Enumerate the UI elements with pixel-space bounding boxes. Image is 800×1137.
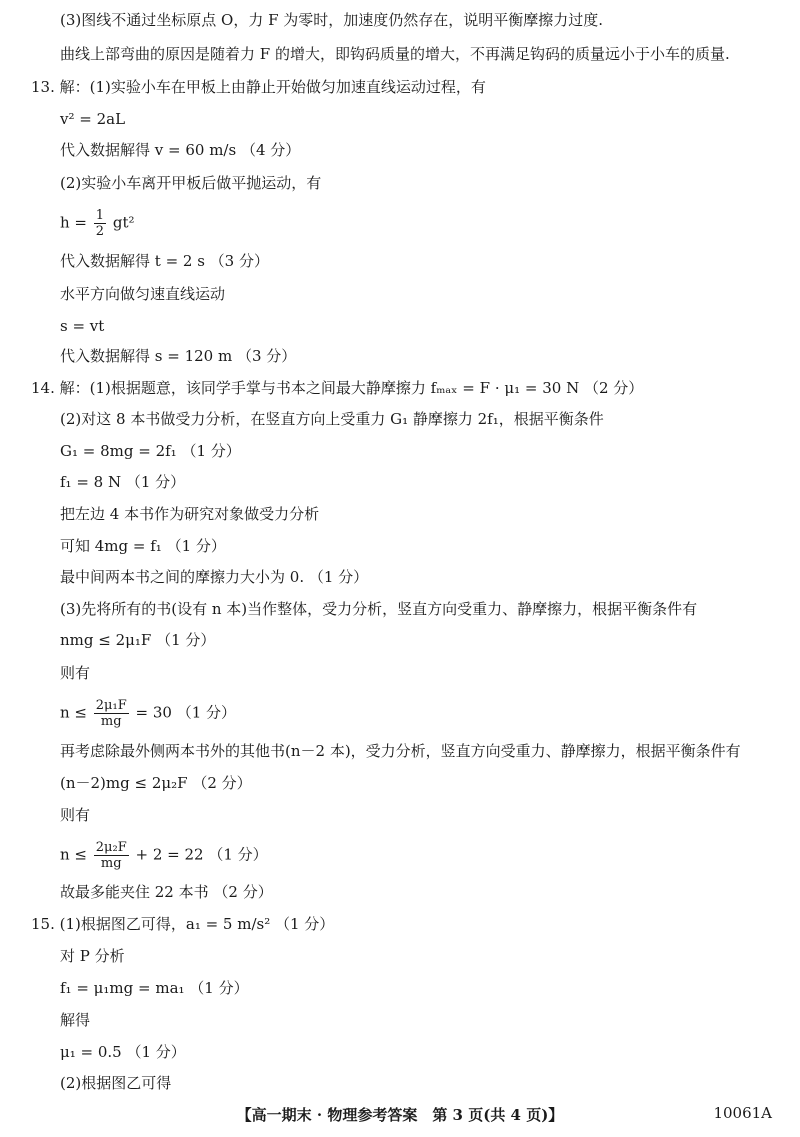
text-line: 解得 — [60, 1011, 91, 1029]
formula-line — [60, 840, 268, 871]
text-line: (2)实验小车离开甲板后做平抛运动，有 — [60, 174, 322, 192]
page-footer-code: 10061A — [713, 1104, 772, 1122]
fraction-numerator: 2μ₁F — [95, 698, 127, 713]
fraction — [94, 208, 106, 239]
formula-line — [60, 208, 135, 239]
text-line: 代入数据解得 v = 60 m/s （4 分） — [60, 141, 301, 159]
formula-line — [60, 698, 236, 729]
text-line: 代入数据解得 t = 2 s （3 分） — [60, 252, 269, 270]
formula-line: G₁ = 8mg = 2f₁ （1 分） — [60, 442, 241, 460]
page-footer-title: 【高一期末 · 物理参考答案 第 3 页(共 4 页)】 — [236, 1106, 564, 1124]
text-line: 故最多能夹住 22 本书 （2 分） — [60, 883, 273, 901]
fraction-denominator: 2 — [95, 224, 105, 239]
question-15-heading: 15. (1)根据图乙可得，a₁ = 5 m/s² （1 分） — [31, 915, 335, 933]
formula-part: n ≤ — [60, 703, 87, 722]
formula-part: n ≤ — [60, 845, 87, 864]
text-line: (3)先将所有的书(设有 n 本)当作整体，受力分析，竖直方向受重力、静摩擦力，根据平衡条件有 — [60, 600, 698, 618]
fraction-denominator: mg — [100, 714, 122, 729]
formula-line: f₁ = 8 N （1 分） — [60, 473, 186, 491]
text-line: (2)根据图乙可得 — [60, 1074, 172, 1092]
question-13-heading: 13. 解：(1)实验小车在甲板上由静止开始做匀加速直线运动过程，有 — [31, 78, 486, 96]
text-line: 把左边 4 本书作为研究对象做受力分析 — [60, 505, 320, 523]
fraction-denominator: mg — [100, 856, 122, 871]
text-line: 则有 — [60, 806, 91, 824]
text-line: (2)对这 8 本书做受力分析，在竖直方向上受重力 G₁ 静摩擦力 2f₁，根据平衡条件 — [60, 410, 604, 428]
fraction-numerator: 1 — [95, 208, 105, 223]
text-line: 最中间两本书之间的摩擦力大小为 0. （1 分） — [60, 568, 369, 586]
text-line: 则有 — [60, 664, 91, 682]
text-line: 对 P 分析 — [60, 947, 125, 965]
formula-part: h = — [60, 213, 87, 232]
formula-line: μ₁ = 0.5 （1 分） — [60, 1043, 186, 1061]
formula-line: f₁ = μ₁mg = ma₁ （1 分） — [60, 979, 249, 997]
text-line: (3)图线不通过坐标原点 O，力 F 为零时，加速度仍然存在，说明平衡摩擦力过度. — [60, 11, 604, 29]
formula-line: (n－2)mg ≤ 2μ₂F （2 分） — [60, 774, 252, 792]
text-line: 可知 4mg = f₁ （1 分） — [60, 537, 226, 555]
text-line: 曲线上部弯曲的原因是随着力 F 的增大，即钩码质量的增大，不再满足钩码的质量远小于小车的质量. — [60, 45, 730, 63]
fraction — [94, 840, 129, 871]
formula-part: + 2 = 22 （1 分） — [135, 845, 268, 864]
formula-line: v² = 2aL — [60, 110, 126, 128]
formula-line: s = vt — [60, 317, 105, 335]
text-line: 再考虑除最外侧两本书外的其他书(n－2 本)，受力分析，竖直方向受重力、静摩擦力，根据平衡条件有 — [60, 742, 741, 760]
formula-line: nmg ≤ 2μ₁F （1 分） — [60, 631, 216, 649]
formula-part: = 30 （1 分） — [135, 703, 237, 722]
formula-part: gt² — [112, 213, 135, 232]
text-line: 代入数据解得 s = 120 m （3 分） — [60, 347, 297, 365]
fraction-numerator: 2μ₂F — [95, 840, 127, 855]
text-line: 水平方向做匀速直线运动 — [60, 285, 226, 303]
fraction — [94, 698, 129, 729]
question-14-heading: 14. 解：(1)根据题意，该同学手掌与书本之间最大静摩擦力 fₘₐₓ = F · μ₁ = 30 N （2 分） — [31, 379, 644, 397]
